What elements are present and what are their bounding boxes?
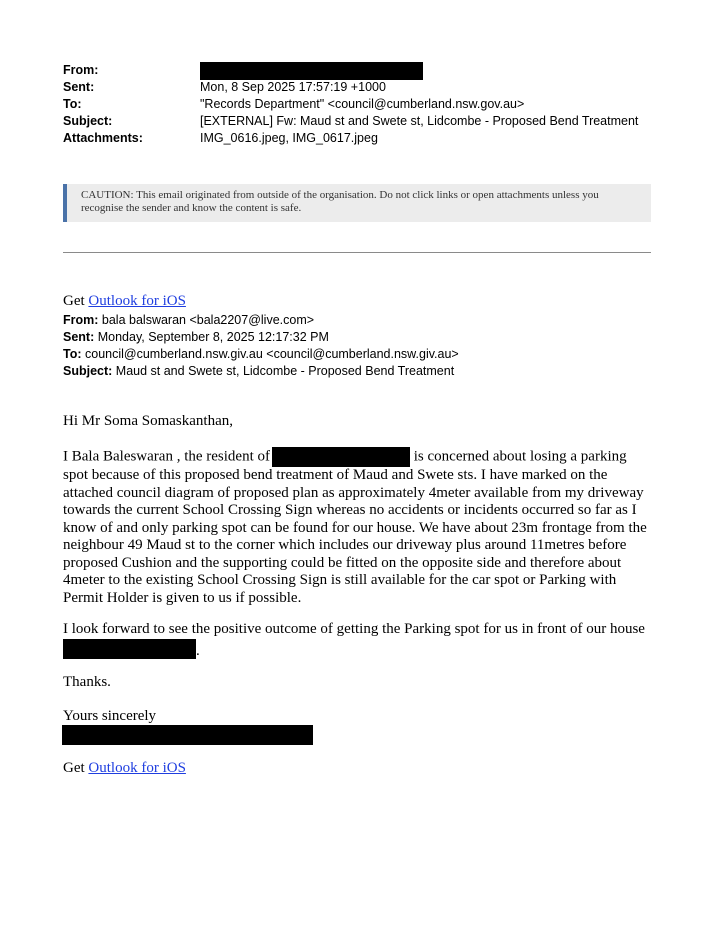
subject-label: Subject: — [63, 114, 113, 128]
sent-row — [63, 79, 638, 96]
body-paragraph-1 — [63, 447, 655, 607]
subject-row — [63, 113, 638, 130]
p2-end: . — [196, 642, 200, 659]
fwd-from-value: bala balswaran <bala2207@live.com> — [101, 313, 315, 327]
attachments-label: Attachments: — [63, 131, 143, 145]
thanks — [63, 674, 655, 692]
p1-before: I Bala Baleswaran , the resident of — [63, 448, 271, 465]
get-outlook-top — [63, 293, 186, 311]
paragraph-2 — [63, 621, 655, 660]
sent-label: Sent: — [63, 80, 95, 94]
redacted-house-address — [63, 639, 196, 659]
thanks-text: Thanks. — [63, 674, 111, 690]
fwd-sent-value: Monday, September 8, 2025 12:17:32 PM — [97, 330, 329, 344]
get-outlook-bottom — [63, 760, 186, 778]
attachments-value[interactable]: IMG_0616.jpeg, IMG_0617.jpeg — [200, 131, 378, 145]
from-label: From: — [63, 63, 99, 77]
fwd-sent-label: Sent: — [63, 330, 95, 344]
fwd-to-value: council@cumberland.nsw.giv.au <council@cumberland.nsw.giv.au> — [85, 347, 459, 361]
caution-banner — [63, 184, 651, 222]
closing — [63, 708, 655, 726]
outlook-for-ios-link-bottom[interactable]: Outlook for iOS — [88, 760, 186, 776]
fwd-to-row — [63, 346, 459, 363]
body-paragraph-2 — [63, 621, 655, 660]
fwd-from-label: From: — [63, 313, 99, 327]
caution-text: CAUTION: This email originated from outside of the organisation. Do not click links or open attachments unless you recognise the sender and know the content is safe. — [81, 189, 599, 214]
get-outlook-prefix: Get — [63, 293, 85, 309]
outlook-for-ios-link[interactable]: Outlook for iOS — [88, 293, 186, 309]
to-value: "Records Department" <council@cumberland.nsw.gov.au> — [200, 97, 525, 111]
fwd-to-label: To: — [63, 347, 82, 361]
attachments-row — [63, 130, 638, 147]
redacted-sender — [200, 62, 423, 80]
get-outlook-prefix-bottom: Get — [63, 760, 85, 776]
greeting — [63, 413, 655, 431]
email-header — [63, 62, 638, 147]
subject-value: [EXTERNAL] Fw: Maud st and Swete st, Lidcombe - Proposed Bend Treatment — [200, 114, 639, 128]
divider — [63, 252, 651, 253]
fwd-subject-row — [63, 363, 459, 380]
from-row — [63, 62, 638, 79]
paragraph-1 — [63, 447, 655, 607]
to-row — [63, 96, 638, 113]
fwd-subject-label: Subject: — [63, 364, 113, 378]
p2-text: I look forward to see the positive outcome of getting the Parking spot for us in front of our house — [63, 621, 645, 637]
fwd-sent-row — [63, 329, 459, 346]
fwd-subject-value: Maud st and Swete st, Lidcombe - Proposed Bend Treatment — [115, 364, 455, 378]
fwd-from-row — [63, 312, 459, 329]
redacted-signature — [62, 725, 313, 745]
forwarded-header — [63, 312, 459, 380]
greeting-text: Hi Mr Soma Somaskanthan, — [63, 413, 233, 429]
sent-value: Mon, 8 Sep 2025 17:57:19 +1000 — [200, 80, 386, 94]
p1-after: is concerned about losing a parking spot because of this proposed bend treatment of Maud and Swete sts. I have marked on the attached council diagram of proposed plan as approximately 4meter available from my driveway towards the current School Crossing Sign whereas no accidents or incidents occurred so far as I know of and only parking spot can be found for our house. We have about 23m frontage from the neighbour 49 Maud st to the corner which includes our driveway plus around 11metres before proposed Cushion and the supporting could be fitted on the opposite side and therefore about 4meter to the existing School Crossing Sign is still available for the car spot or Parking with Permit Holder is given to us if possible. — [63, 448, 647, 606]
closing-text: Yours sincerely — [63, 708, 157, 724]
to-label: To: — [63, 97, 82, 111]
redacted-address — [272, 447, 410, 467]
